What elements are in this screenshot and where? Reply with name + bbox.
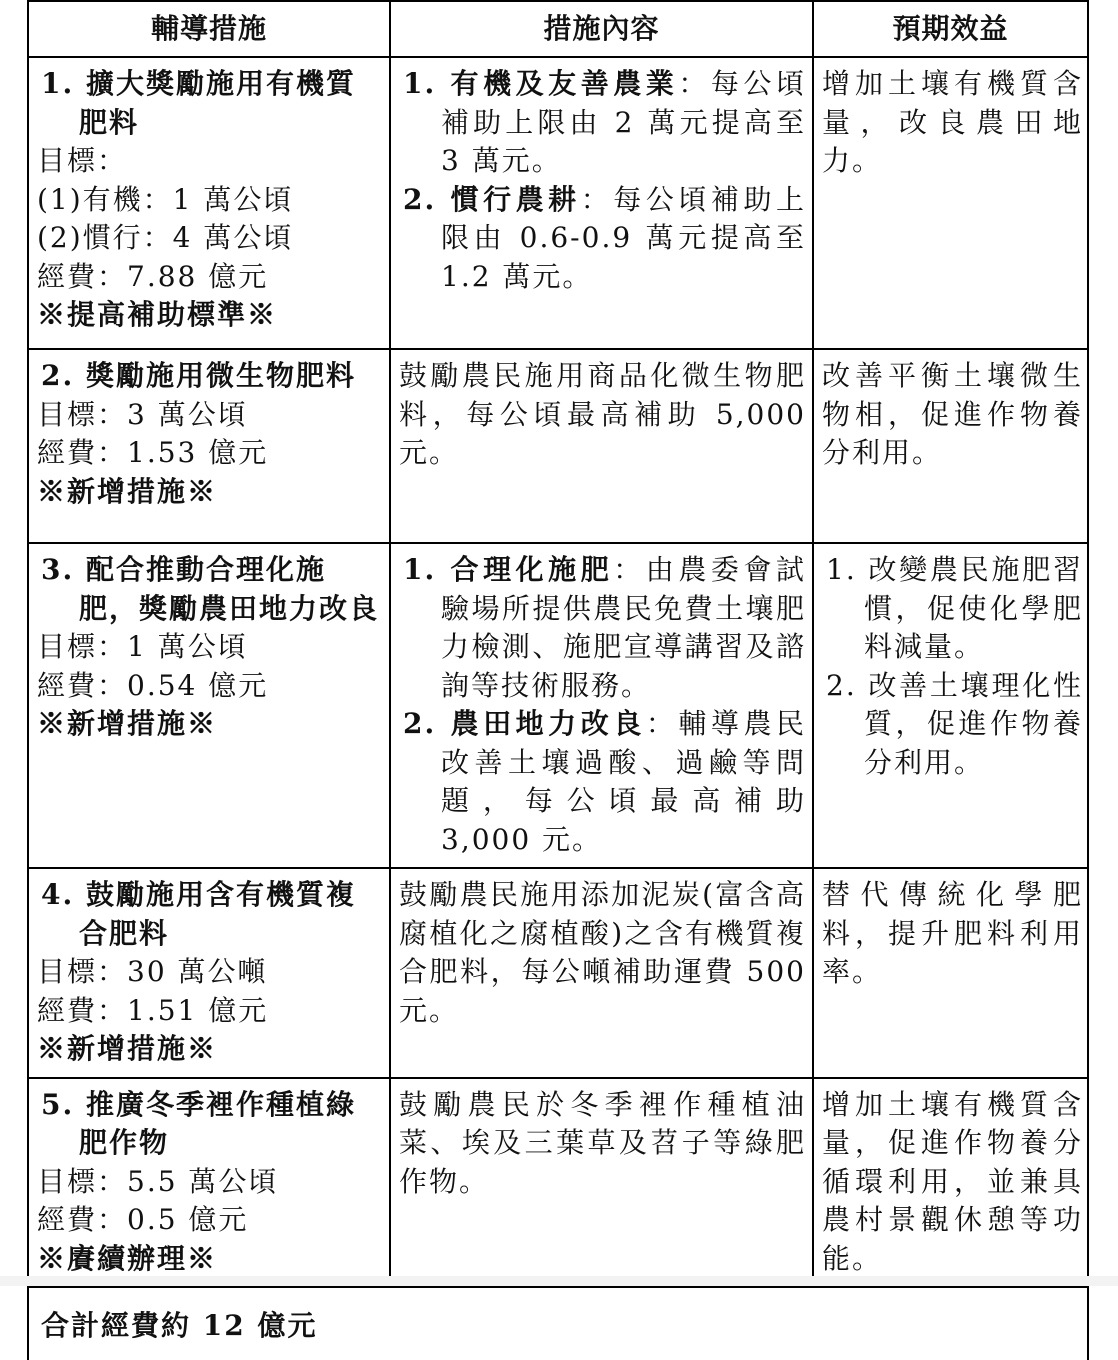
measure-line: (1)有機：1 萬公頃 xyxy=(37,182,294,216)
measure-line: 經費：0.54 億元 xyxy=(37,668,269,702)
content-cell xyxy=(390,349,813,543)
total-budget: 合計經費約 12 億元 xyxy=(41,1308,318,1342)
content-cell xyxy=(390,57,813,349)
measure-title: 3. 配合推動合理化施肥，獎勵農田地力改良 xyxy=(41,553,380,625)
benefit-cell xyxy=(813,1078,1088,1288)
content-item-head: 1. 合理化施肥 xyxy=(403,553,614,586)
measure-line: 目標：30 萬公噸 xyxy=(37,955,268,988)
measure-cell xyxy=(28,349,390,543)
content-text: 鼓勵農民施用添加泥炭(富含高腐植化之腐植酸)之含有機質複合肥料，每公噸補助運費 500 元。 xyxy=(399,878,806,1027)
table-row xyxy=(28,1078,1088,1288)
measure-line: 目標：5.5 萬公頃 xyxy=(37,1164,279,1198)
measure-line: 經費：7.88 億元 xyxy=(37,259,269,293)
measure-line: 經費：1.53 億元 xyxy=(37,436,269,469)
measure-line: 目標： xyxy=(37,144,128,177)
content-item-text: ：每公頃補助上限由 2 萬元提高至 3 萬元。 xyxy=(441,67,806,177)
measure-cell xyxy=(28,57,390,349)
measure-title: 2. 獎勵施用微生物肥料 xyxy=(41,359,356,392)
content-text: 鼓勵農民施用商品化微生物肥料，每公頃最高補助 5,000 元。 xyxy=(399,359,806,469)
content-text: 鼓勵農民於冬季裡作種植油菜、埃及三葉草及苕子等綠肥作物。 xyxy=(399,1087,806,1198)
benefit-text: 增加土壤有機質含量，促進作物養分循環利用，並兼具農村景觀休憩等功能。 xyxy=(822,1087,1083,1275)
content-item xyxy=(399,551,806,705)
measure-title: 5. 推廣冬季裡作種植綠肥作物 xyxy=(41,1087,356,1159)
page-bottom-edge xyxy=(0,1276,1118,1286)
measure-note: ※賡續辦理※ xyxy=(37,1241,218,1275)
measure-cell xyxy=(28,543,390,868)
benefit-cell xyxy=(813,868,1088,1078)
header-benefit: 預期效益 xyxy=(813,1,1088,57)
measure-line: 經費：1.51 億元 xyxy=(37,993,269,1027)
content-item-text: ：輔導農民改善土壤過酸、過鹼等問題，每公頃最高補助 3,000 元。 xyxy=(441,707,806,856)
content-item-head: 1. 有機及友善農業 xyxy=(403,67,679,100)
content-item-head: 2. 慣行農耕 xyxy=(403,182,581,216)
total-cell xyxy=(28,1287,1088,1360)
content-item-text: ：每公頃補助上限由 0.6-0.9 萬元提高至 1.2 萬元。 xyxy=(441,182,806,293)
table-row xyxy=(28,868,1088,1078)
measure-line: (2)慣行：4 萬公頃 xyxy=(37,221,294,254)
fertilizer-measures-table xyxy=(27,0,1089,1360)
benefit-text: 替代傳統化學肥料，提升肥料利用率。 xyxy=(822,878,1083,988)
content-cell xyxy=(390,868,813,1078)
measure-line: 經費：0.5 億元 xyxy=(37,1203,249,1236)
table-total-row xyxy=(28,1287,1088,1360)
measure-line: 目標：3 萬公頃 xyxy=(37,397,248,431)
measure-note: ※新增措施※ xyxy=(37,707,218,740)
content-item-text: ：由農委會試驗場所提供農民免費土壤肥力檢測、施肥宣導講習及諮詢等技術服務。 xyxy=(441,553,806,702)
benefit-text: 增加土壤有機質含量，改良農田地力。 xyxy=(822,67,1083,177)
benefit-cell xyxy=(813,349,1088,543)
content-cell xyxy=(390,1078,813,1288)
measure-note: ※提高補助標準※ xyxy=(37,298,278,331)
content-item xyxy=(399,181,806,297)
table-row xyxy=(28,349,1088,543)
content-item-head: 2. 農田地力改良 xyxy=(403,707,646,740)
benefit-text: 改善平衡土壤微生物相，促進作物養分利用。 xyxy=(822,359,1083,469)
measure-title: 1. 擴大獎勵施用有機質肥料 xyxy=(41,67,356,139)
content-item xyxy=(399,65,806,181)
measure-note: ※新增措施※ xyxy=(37,474,218,508)
measure-cell xyxy=(28,1078,390,1288)
document-page xyxy=(27,0,1087,1342)
header-measure: 輔導措施 xyxy=(28,1,390,57)
content-item xyxy=(399,705,806,859)
measure-cell xyxy=(28,868,390,1078)
benefit-item: 1. 改變農民施肥習慣，促使化學肥料減量。 xyxy=(826,553,1083,663)
table-row xyxy=(28,543,1088,868)
benefit-cell xyxy=(813,543,1088,868)
measure-title: 4. 鼓勵施用含有機質複合肥料 xyxy=(41,878,356,950)
benefit-item: 2. 改善土壤理化性質，促進作物養分利用。 xyxy=(826,668,1083,779)
benefit-cell xyxy=(813,57,1088,349)
table-row xyxy=(28,57,1088,349)
measure-line: 目標：1 萬公頃 xyxy=(37,630,248,663)
header-content: 措施內容 xyxy=(390,1,813,57)
content-cell xyxy=(390,543,813,868)
measure-note: ※新增措施※ xyxy=(37,1032,218,1065)
table-header-row xyxy=(28,1,1088,57)
